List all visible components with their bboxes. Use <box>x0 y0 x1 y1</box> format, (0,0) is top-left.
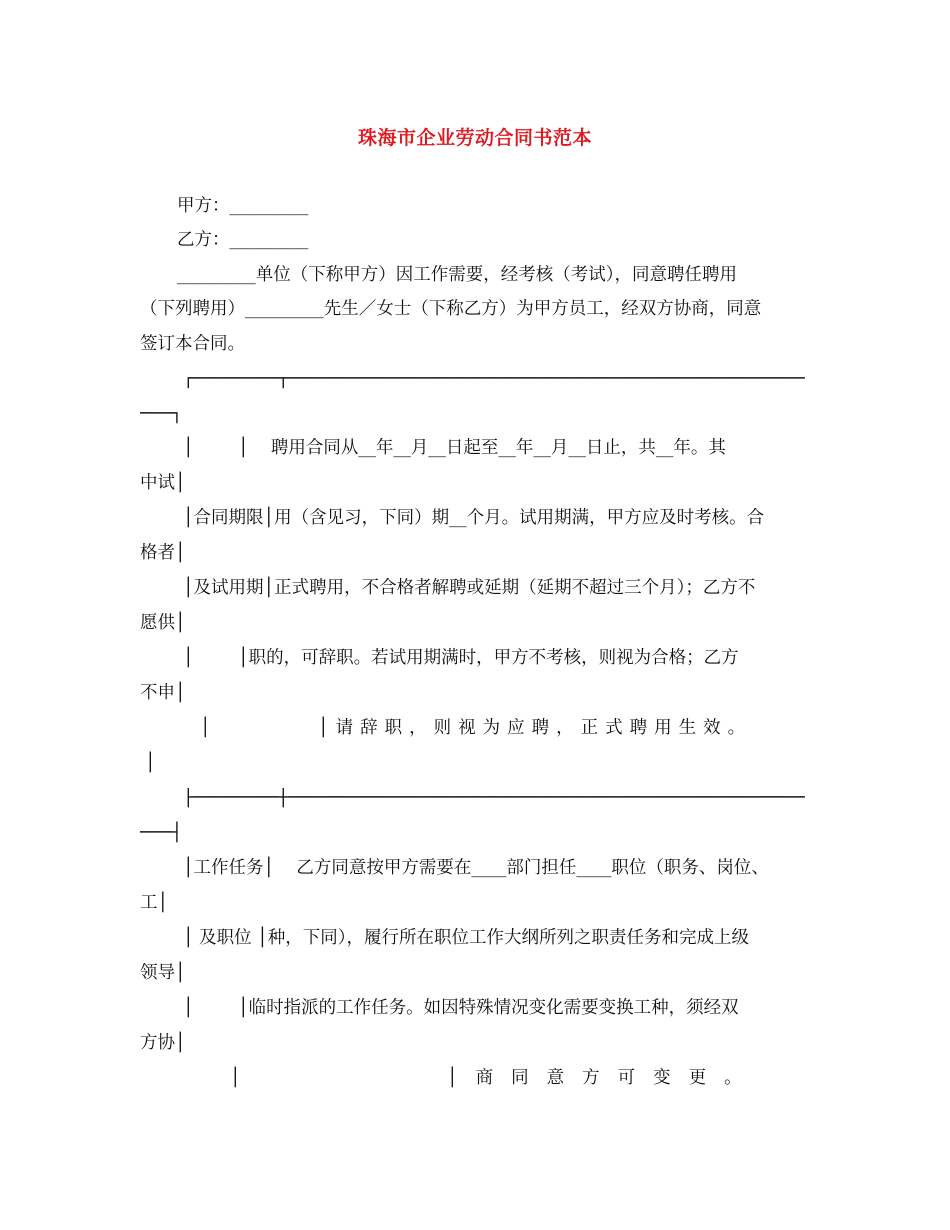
table-row-contract-1: │ │ 聘用合同从__年__月__日起至__年__月__日止，共__年。其 <box>183 438 726 458</box>
table-row-duty-2: │ 及职位 │种，下同），履行所在职位工作大纲所列之职责任务和完成上级 <box>183 928 749 948</box>
intro-line-2: （下列聘用）_________先生／女士（下称乙方）为甲方员工，经双方协商，同意 <box>140 299 762 319</box>
table-row-duty-3-wrap: 方协│ <box>140 1033 186 1053</box>
table-row-duty-1-wrap: 工│ <box>140 893 169 913</box>
table-row-duty-4: │ │商同意方可变更。 <box>230 1068 760 1088</box>
table-border-mid: ├────────┼───────────────────────────────────────────────── <box>183 788 805 808</box>
table-row-contract-2: │合同期限│用（含见习，下同）期__个月。试用期满，甲方应及时考核。合 <box>183 508 765 528</box>
document-title: 珠海市企业劳动合同书范本 <box>357 127 592 149</box>
table-row-duty-1: │工作任务│ 乙方同意按甲方需要在____部门担任____职位（职务、岗位、 <box>183 858 769 878</box>
table-row-duty-3: │ │临时指派的工作任务。如因特殊情况变化需要变换工种，须经双 <box>183 998 739 1018</box>
table-row-contract-1-wrap: 中试│ <box>140 473 186 493</box>
intro-line-3: 签订本合同。 <box>140 334 245 354</box>
table-border-mid-wrap: ───┤ <box>140 823 183 843</box>
table-row-contract-5-wrap: │ <box>145 753 156 773</box>
table-row-contract-4: │ │职的，可辞职。若试用期满时，甲方不考核，则视为合格；乙方 <box>183 648 739 668</box>
table-row-contract-5: │ │请辞职，则视为应聘，正式聘用生效。 <box>200 718 753 738</box>
table-row-contract-3: │及试用期│正式聘用，不合格者解聘或延期（延期不超过三个月）；乙方不 <box>183 578 756 598</box>
table-row-duty-2-wrap: 领导│ <box>140 963 186 983</box>
intro-line-1: _________单位（下称甲方）因工作需要，经考核（考试），同意聘任聘用 <box>177 265 737 285</box>
party-b-line: 乙方：_________ <box>177 230 309 250</box>
table-row-contract-3-wrap: 愿供│ <box>140 613 186 633</box>
party-a-line: 甲方：_________ <box>177 196 309 216</box>
table-row-contract-4-wrap: 不申│ <box>140 683 186 703</box>
table-border-top: ┌────────┬───────────────────────────────────────────────── <box>183 369 805 389</box>
table-border-top-wrap: ───┐ <box>140 404 183 424</box>
table-row-contract-2-wrap: 格者│ <box>140 543 186 563</box>
